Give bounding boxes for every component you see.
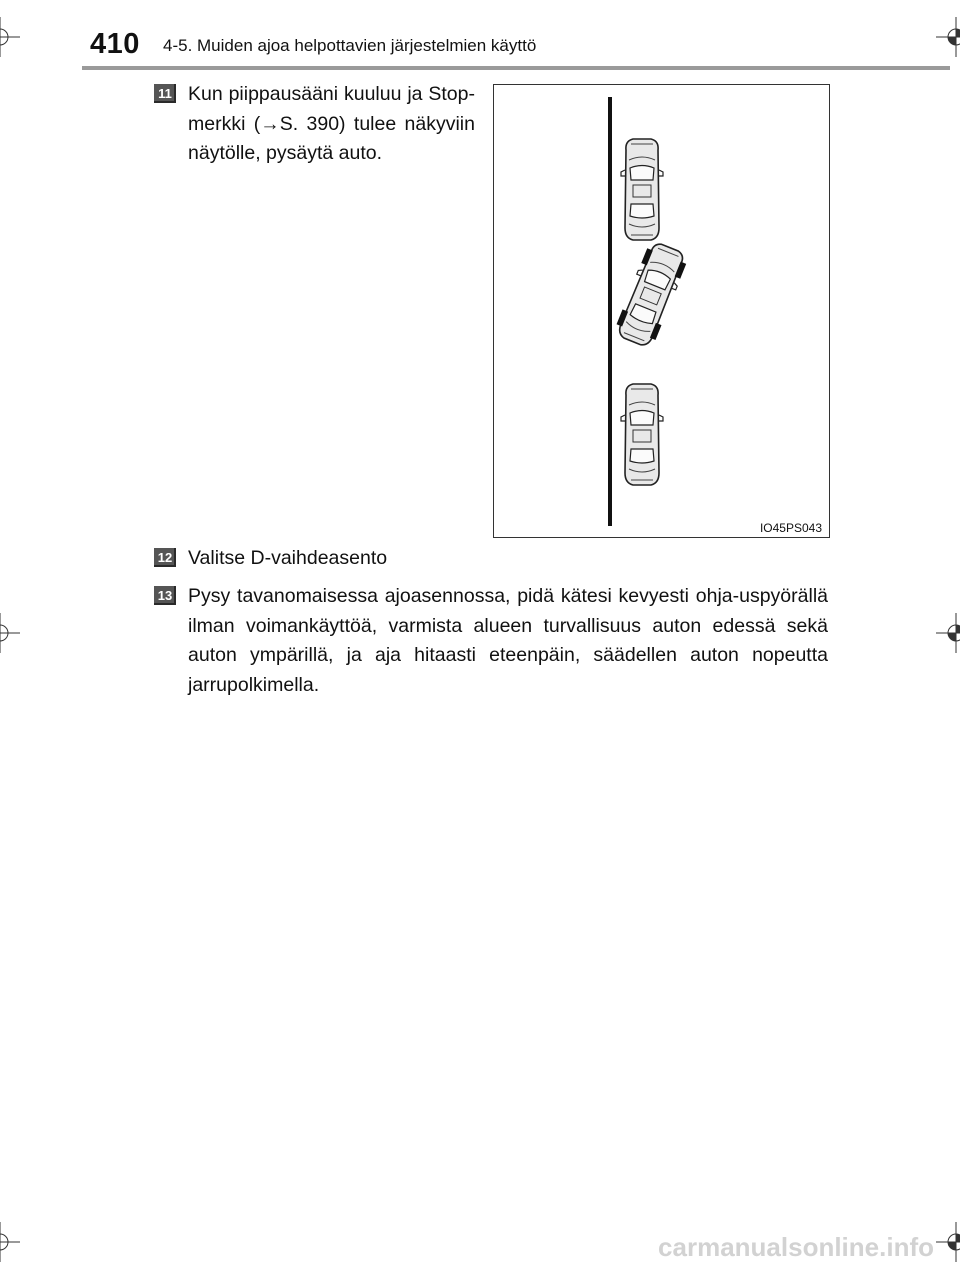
- registration-mark-mid-right: [936, 613, 960, 653]
- header-divider: [82, 66, 950, 70]
- step-13-text: Pysy tavanomaisessa ajoasennossa, pidä kätesi kevyesti ohja-uspyörällä ilman voimankäyttöä, varmista alueen turvallisuus auton edessä sekä auton ympärillä, ja aja hitaasti eteenpäin, säädellen auton nopeutta jarrupolkimella.: [188, 585, 828, 696]
- registration-mark-mid-left: [0, 613, 20, 653]
- maneuvering-car: [613, 240, 690, 349]
- step-13-badge: 13: [154, 586, 176, 605]
- figure-code: IO45PS043: [759, 521, 822, 535]
- section-title: 4-5. Muiden ajoa helpottavien järjestelmien käyttö: [163, 36, 537, 55]
- watermark: carmanualsonline.info: [658, 1232, 934, 1262]
- parked-car-front: [621, 139, 663, 240]
- step-12-text: Valitse D-vaihdeasento: [188, 547, 388, 569]
- parking-illustration: [493, 84, 830, 538]
- registration-mark-top-left: [0, 17, 20, 57]
- step-12-badge: 12: [154, 548, 176, 567]
- parking-diagram: [494, 85, 828, 536]
- step-11-badge: 11: [154, 84, 176, 103]
- registration-mark-bottom-left: [0, 1222, 20, 1262]
- registration-mark-bottom-right: [936, 1222, 960, 1262]
- page-number: 410: [90, 28, 140, 60]
- parked-car-rear: [621, 384, 663, 485]
- step-11-text: Kun piippausääni kuuluu ja Stop-merkki (→S. 390) tulee näkyviin näytölle, pysäytä auto.: [188, 83, 475, 164]
- registration-mark-top-right: [936, 17, 960, 57]
